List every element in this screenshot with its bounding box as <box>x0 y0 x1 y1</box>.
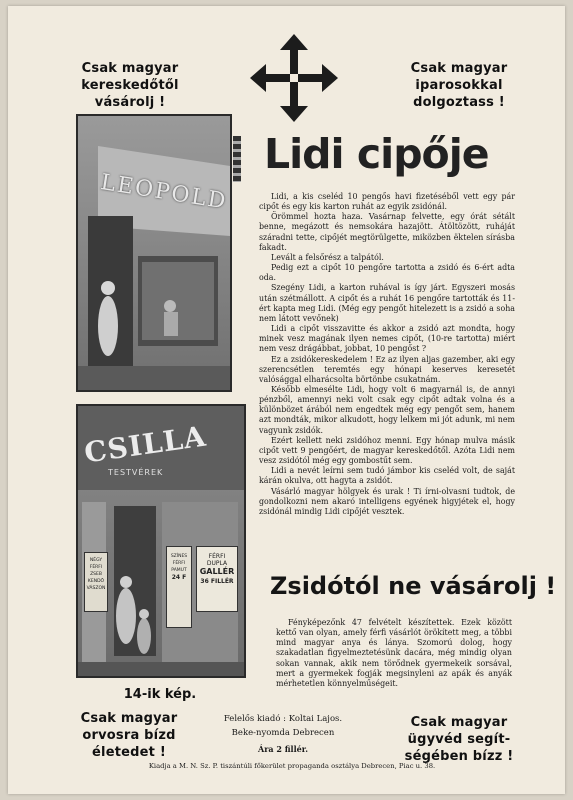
arrow-cross-icon <box>248 30 340 126</box>
paragraph: Levált a felsőrész a talpától. <box>271 252 384 262</box>
paragraph: Pedig ezt a cipőt 10 pengőre tartotta a zsidó és 6-ért adta oda. <box>259 263 515 283</box>
photo-caption: 14-ik kép. <box>123 687 197 702</box>
photo-shop-front-2 <box>76 404 246 678</box>
imprint-price: Ára 2 fillér. <box>258 744 308 754</box>
poster-line: FÉRFI <box>208 553 226 560</box>
slogan-line: ségében bízz ! <box>404 749 514 764</box>
poster-line: 24 F <box>171 574 187 581</box>
poster-line: PAMUT <box>171 568 187 573</box>
poster-line: GALLÉR <box>199 567 235 576</box>
article-title-lidi: Lidi cipője <box>264 130 489 178</box>
slogan-line: dolgoztass ! <box>413 95 505 110</box>
decor-bar <box>233 136 241 182</box>
poster-line: SZÍNES <box>170 554 188 559</box>
poster-socks <box>166 546 192 628</box>
shop-illustration <box>78 116 230 390</box>
paragraph: Fényképezőnk 47 felvételt készítettek. Ezek között kettő van olyan, amely férfi vásárlót örökített meg, a többi mind magyar anya és lánya. Szomorú dolog, hogy szakadatlan figyelmeztetésünk dacára, még mindig olyan sokan vannak, akik nem törődnek gyermekeik sorsával, mert a gyermekek fogják megsinyleni az apák és anyák mérhetetlen könnyelműségeit. <box>276 618 512 688</box>
leaflet-page <box>8 6 565 794</box>
article-title-boycott: Zsidótól ne vásárolj ! <box>270 572 557 600</box>
paragraph: Ezért kellett neki zsidóhoz menni. Egy hónap mulva másik cipőt vett 9 pengőért, de magyar kereskedőtől. Azóta Lidi nem vesz zsidótól még egy gombostűt sem. <box>259 435 515 466</box>
photo-shop-front-1 <box>76 114 232 392</box>
slogan-top-right <box>394 60 524 111</box>
poster-line: FÉRFI <box>89 565 103 570</box>
article-body-boycott <box>276 618 512 689</box>
shop-sign-main: CSILLA <box>82 419 209 470</box>
paragraph: Vásárló magyar hölgyek és urak ! Ti írni-olvasni tudtok, de gondolkozni nem akaró intelligens egyének higyjétek el, hogy zsidónál mindig Lidi cipőjét vesztek. <box>259 486 515 516</box>
slogan-line: Csak magyar <box>81 61 179 76</box>
slogan-line: iparosokkal <box>415 78 503 93</box>
paragraph: Lidi, a kis cseléd 10 pengős havi fizetéséből vett egy pár cipőt és egy kis karton ruhát az egyik zsidónál. <box>259 192 515 212</box>
slogan-line: életedet ! <box>92 745 166 760</box>
shop-sign-text: LEOPOLD <box>98 169 229 215</box>
poster-line: FÉRFI <box>172 561 186 566</box>
paragraph: Szegény Lidi, a karton ruhával is így járt. Egyszeri mosás után szétmállott. A cipőt és a ruhát 16 pengőre tartották és 11-ért kapta meg Lidi. (Még egy pengőt hitelezett is a zsidó a soha nem látott vevőnek) <box>259 283 515 323</box>
slogan-line: Csak magyar <box>410 61 508 76</box>
poster-line: ZSEB <box>90 572 102 577</box>
paragraph: Lidi a nevét leírni sem tudó jámbor kis cseléd volt, de saját kárán okulva, ott hagyta a zsidót. <box>259 466 515 486</box>
slogan-line: orvosra bízd <box>82 728 176 743</box>
slogan-line: ügyvéd segít- <box>407 732 511 747</box>
paragraph: Később elmesélte Lidi, hogy volt 6 magyarnál is, de annyi pénzből, amennyi neki volt csak egy cipőt adtak volna és a különbözet árából nem engedtek még egy pengőt sem, hanem azt mondták, mikor alkudott, hogy lelkem mi jót adunk, mi nem vagyunk zsidók. <box>259 384 515 435</box>
poster-line: VÁSZON <box>86 586 106 591</box>
poster-line: NÉGY <box>89 558 103 563</box>
paragraph: Lidi a cipőt visszavitte és akkor a zsidó azt mondta, hogy minek vesz magának ilyen nemes cipőt, (10-re tartotta) miért nem vesz drágábbat, jobbat, 10 pengőst ? <box>259 324 515 354</box>
shop-sign-sub: TESTVÉREK <box>108 468 164 477</box>
imprint-publisher: Felelős kiadó : Koltai Lajos. <box>223 714 343 724</box>
slogan-bottom-left <box>64 710 194 761</box>
paragraph: Ez a zsidókereskedelem ! Ez az ilyen aljas gazember, aki egy szerencsétlen teremtés egy hónapi keserves keresetét valósággal elharácsolta börtönbe csukatnám. <box>259 354 515 384</box>
poster-line: 36 FILLÉR <box>200 578 234 585</box>
article-body-lidi <box>259 192 515 517</box>
imprint-printer: Beke-nyomda Debrecen <box>231 728 335 738</box>
poster-line: KENDŐ <box>87 579 105 584</box>
slogan-bottom-right <box>392 714 526 765</box>
imprint-footer: Kiadja a M. N. Sz. P. tiszántúli főkerület propaganda osztálya Debrecen, Piac u. 38. <box>148 762 436 770</box>
poster-collars <box>196 546 238 612</box>
slogan-line: vásárolj ! <box>94 95 166 110</box>
paragraph: Örömmel hozta haza. Vasárnap felvette, egy órát sétált benne, megázott és nemsokára hazajött. Átöltözött, ruháját száradni tette, cipőjét megtörülgette, miközben ëktelen sírásba fakadt. <box>259 212 515 252</box>
poster-line: DUPLA <box>206 560 228 567</box>
slogan-line: kereskedőtől <box>81 78 179 93</box>
slogan-top-left <box>70 60 190 111</box>
slogan-line: Csak magyar <box>410 715 508 730</box>
poster-handkerchief <box>84 552 108 612</box>
slogan-line: Csak magyar <box>80 711 178 726</box>
